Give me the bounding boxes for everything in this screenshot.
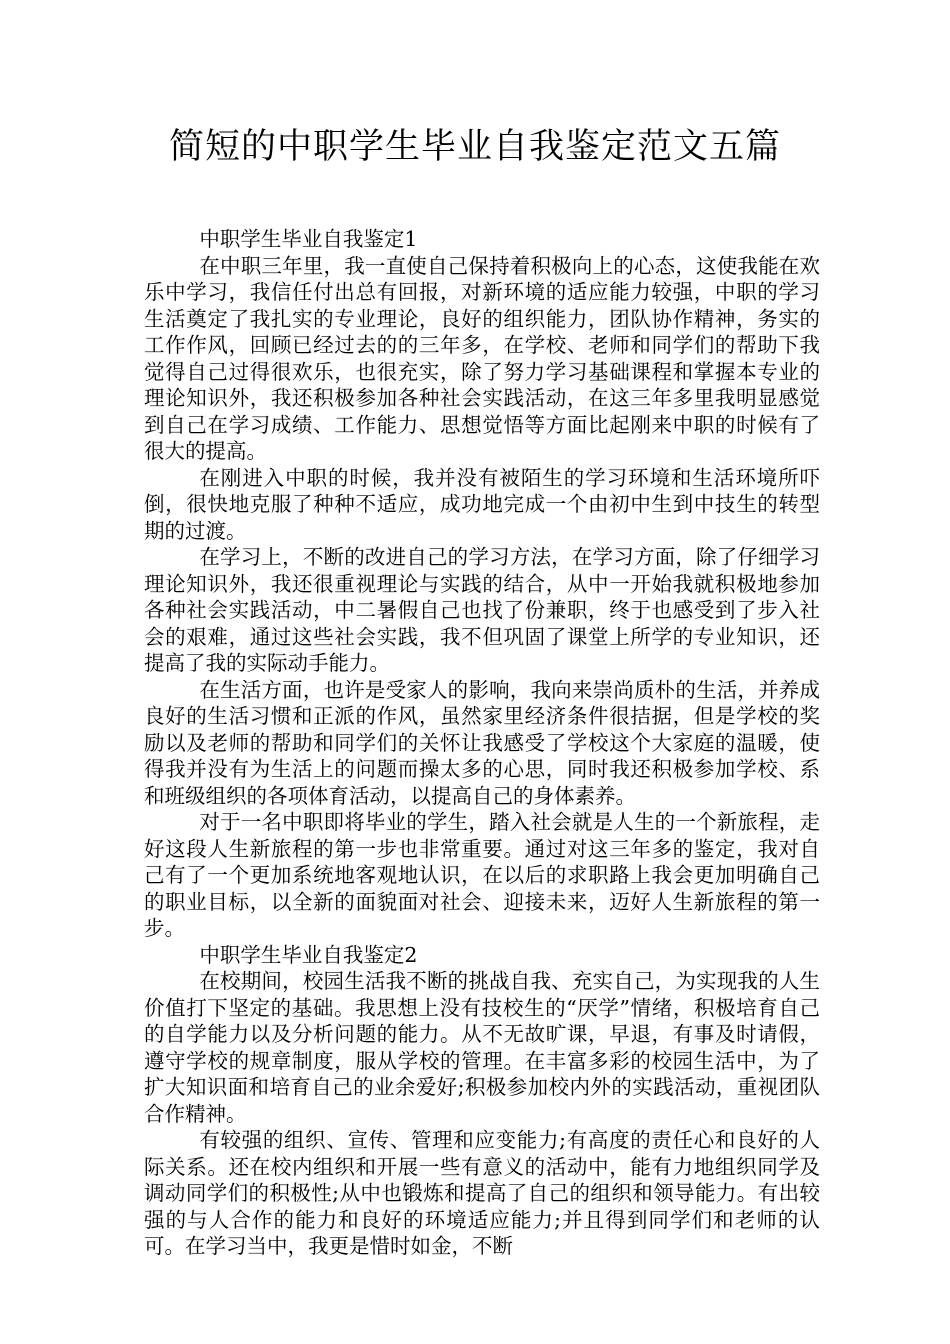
paragraph: 在刚进入中职的时候，我并没有被陌生的学习环境和生活环境所吓倒，很快地克服了种种不适应，成功地完成一个由初中生到中技生的转型期的过渡。 [144,465,820,543]
paragraph: 在生活方面，也许是受家人的影响，我向来崇尚质朴的生活，并养成良好的生活习惯和正派的作风，虽然家里经济条件很拮据，但是学校的奖励以及老师的帮助和同学们的关怀让我感受了学校这个大家庭的温暖，使得我并没有为生活上的问题而操太多的心思，同时我还积极参加学校、系和班级组织的各项体育活动，以提高自己的身体素养。 [144,677,820,808]
paragraph: 在中职三年里，我一直使自己保持着积极向上的心态，这使我能在欢乐中学习，我信任付出总有回报，对新环境的适应能力较强，中职的学习生活奠定了我扎实的专业理论，良好的组织能力，团队协作精神，务实的工作作风，回顾已经过去的的三年多，在学校、老师和同学们的帮助下我觉得自己过得很欢乐，也很充实，除了努力学习基础课程和掌握本专业的理论知识外，我还积极参加各种社会实践活动，在这三年多里我明显感觉到自己在学习成绩、工作能力、思想觉悟等方面比起刚来中职的时候有了很大的提高。 [144,253,820,463]
document-title: 简短的中职学生毕业自我鉴定范文五篇 [168,127,781,167]
paragraph: 对于一名中职即将毕业的学生，踏入社会就是人生的一个新旅程，走好这段人生新旅程的第一步也非常重要。通过对这三年多的鉴定，我对自己有了一个更加系统地客观地认识，在以后的求职路上我会更加明确自己的职业目标，以全新的面貌面对社会、迎接未来，迈好人生新旅程的第一步。 [144,810,820,940]
section-heading-2: 中职学生毕业自我鉴定2 [199,942,418,967]
section-heading-1: 中职学生毕业自我鉴定1 [199,227,418,251]
paragraph: 在校期间，校园生活我不断的挑战自我、充实自己，为实现我的人生价值打下坚定的基础。我思想上没有技校生的“厌学”情绪，积极培育自己的自学能力以及分析问题的能力。从不无故旷课，早退，有事及时请假，遵守学校的规章制度，服从学校的管理。在丰富多彩的校园生活中，为了扩大知识面和培育自己的业余爱好;积极参加校内外的实践活动，重视团队合作精神。 [144,969,820,1126]
document-body [144,226,820,1260]
paragraph: 有较强的组织、宣传、管理和应变能力;有高度的责任心和良好的人际关系。还在校内组织和开展一些有意义的活动中，能有力地组织同学及调动同学们的积极性;从中也锻炼和提高了自己的组织和领导能力。有出较强的与人合作的能力和良好的环境适应能力;并且得到同学们和老师的认可。在学习当中，我更是惜时如金，不断 [144,1128,820,1258]
paragraph: 在学习上，不断的改进自己的学习方法，在学习方面，除了仔细学习理论知识外，我还很重视理论与实践的结合，从中一开始我就积极地参加各种社会实践活动，中二暑假自己也找了份兼职，终于也感受到了步入社会的艰难，通过这些社会实践，我不但巩固了课堂上所学的专业知识，还提高了我的实际动手能力。 [144,545,820,675]
